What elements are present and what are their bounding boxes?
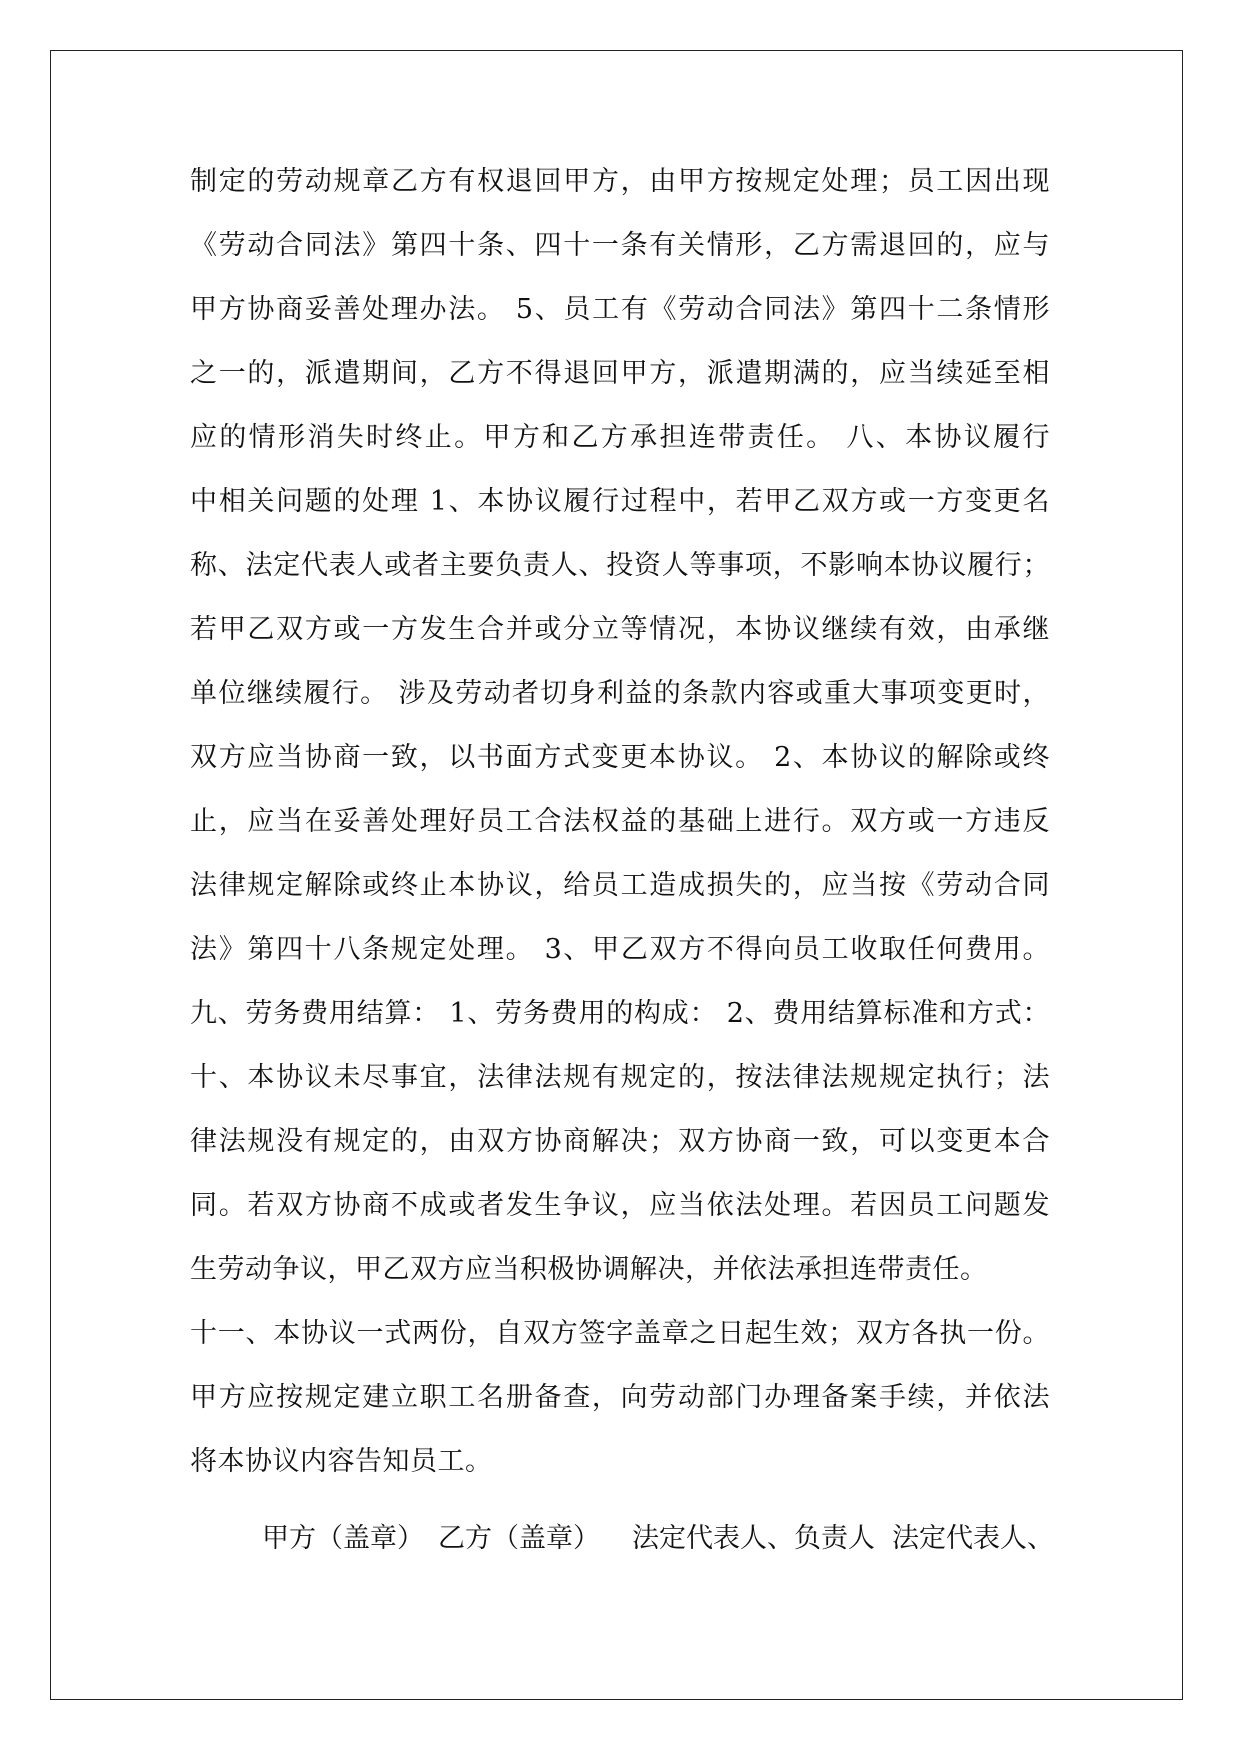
- text-line: 止，应当在妥善处理好员工合法权益的基础上进行。双方或一方违反: [190, 806, 1050, 837]
- party-b-seal-label: 乙方（盖章）: [438, 1523, 600, 1554]
- text-line: 甲方协商妥善处理办法。 5、员工有《劳动合同法》第四十二条情形: [190, 294, 1050, 325]
- text-line: 十一、本协议一式两份，自双方签字盖章之日起生效；双方各执一份。: [190, 1318, 1050, 1349]
- text-line: 法律规定解除或终止本协议，给员工造成损失的，应当按《劳动合同: [190, 870, 1050, 901]
- text-line: 应的情形消失时终止。甲方和乙方承担连带责任。 八、本协议履行: [190, 422, 1050, 453]
- text-line: 单位继续履行。 涉及劳动者切身利益的条款内容或重大事项变更时，: [190, 678, 1050, 709]
- text-line: 称、法定代表人或者主要负责人、投资人等事项，不影响本协议履行；: [190, 550, 1050, 581]
- text-line: 若甲乙双方或一方发生合并或分立等情况，本协议继续有效，由承继: [190, 614, 1050, 645]
- text-line: 十、本协议未尽事宜，法律法规有规定的，按法律法规规定执行；法: [190, 1062, 1050, 1093]
- party-b-representative-label: 法定代表人、: [892, 1523, 1054, 1554]
- party-a-seal-label: 甲方（盖章）: [262, 1523, 424, 1554]
- text-line: 律法规没有规定的，由双方协商解决；双方协商一致，可以变更本合: [190, 1126, 1050, 1157]
- text-line: 制定的劳动规章乙方有权退回甲方，由甲方按规定处理；员工因出现: [190, 166, 1050, 197]
- text-line: 法》第四十八条规定处理。 3、甲乙双方不得向员工收取任何费用。: [190, 934, 1050, 965]
- text-line: 九、劳务费用结算： 1、劳务费用的构成： 2、费用结算标准和方式：: [190, 998, 1050, 1029]
- text-line: 双方应当协商一致，以书面方式变更本协议。 2、本协议的解除或终: [190, 742, 1050, 773]
- text-line: 甲方应按规定建立职工名册备查，向劳动部门办理备案手续，并依法: [190, 1382, 1050, 1413]
- text-line: 《劳动合同法》第四十条、四十一条有关情形，乙方需退回的，应与: [190, 230, 1050, 261]
- text-line: 将本协议内容告知员工。: [190, 1446, 493, 1477]
- text-line: 同。若双方协商不成或者发生争议，应当依法处理。若因员工问题发: [190, 1190, 1050, 1221]
- party-a-representative-label: 法定代表人、负责人: [632, 1523, 875, 1554]
- text-line: 生劳动争议，甲乙双方应当积极协调解决，并依法承担连带责任。: [190, 1254, 988, 1285]
- text-line: 之一的，派遣期间，乙方不得退回甲方，派遣期满的，应当续延至相: [190, 358, 1050, 389]
- text-line: 中相关问题的处理 1、本协议履行过程中，若甲乙双方或一方变更名: [190, 486, 1050, 517]
